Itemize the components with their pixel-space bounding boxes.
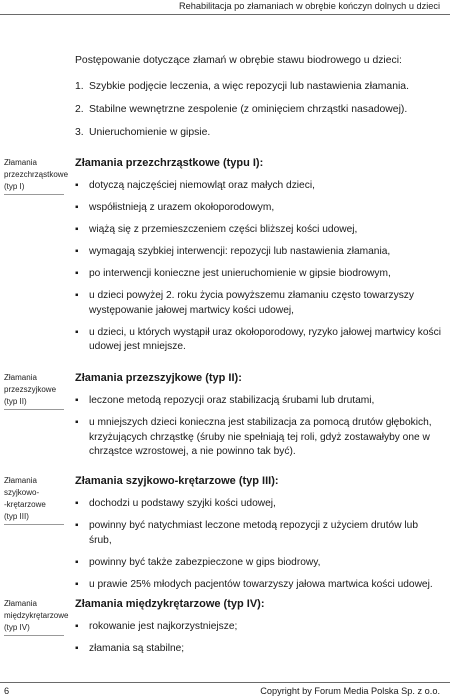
margin-note-line: -krętarzowe: [4, 500, 46, 509]
list-item: ▪ u dzieci, u których wystąpił uraz okołoporodowy, ryzyko jałowej martwicy kości udowej jest mniejsze.: [75, 326, 441, 355]
list-item: ▪ złamania są stabilne;: [75, 642, 441, 657]
list-item: ▪ współistnieją z urazem okołoporodowym,: [75, 201, 441, 216]
margin-note: [4, 157, 69, 195]
item-number: 2.: [75, 104, 84, 115]
list-item: ▪ powinny być także zabezpieczone w gips biodrowy,: [75, 556, 441, 571]
list-item: ▪ u dzieci powyżej 2. roku życia powyższemu złamaniu często towarzyszy występowanie jałowej martwicy kości udowej,: [75, 289, 441, 318]
margin-note-line: międzykrętarzowe: [4, 611, 69, 620]
list-item: ▪ wiążą się z przemieszczeniem części bliższej kości udowej,: [75, 223, 441, 238]
margin-note-line: (typ IV): [4, 623, 30, 632]
numbered-item: [75, 80, 440, 94]
item-text: Szybkie podjęcie leczenia, a więc repozycji lub nastawienia złamania.: [89, 81, 409, 92]
list-item: ▪ leczone metodą repozycji oraz stabilizacją śrubami lub drutami,: [75, 394, 441, 409]
list-item: ▪ powinny być natychmiast leczone metodą repozycji z użyciem drutów lub śrub,: [75, 519, 441, 548]
bullet-list: [75, 394, 441, 467]
section-title: Złamania przezchrząstkowe (typu I):: [75, 157, 264, 169]
page-header: [0, 0, 450, 15]
margin-note-line: (typ II): [4, 397, 27, 406]
running-title: Rehabilitacja po złamaniach w obrębie kończyn dolnych u dzieci: [179, 1, 440, 11]
section-title: Złamania międzykrętarzowe (typ IV):: [75, 598, 265, 610]
item-number: 1.: [75, 81, 84, 92]
margin-note-line: Złamania: [4, 599, 37, 608]
bullet-list: [75, 497, 441, 600]
margin-note-line: Złamania: [4, 476, 37, 485]
bullet-list: [75, 179, 441, 362]
list-item: ▪ rokowanie jest najkorzystniejsze;: [75, 620, 441, 635]
copyright-notice: Copyright by Forum Media Polska Sp. z o.o.: [260, 686, 440, 696]
margin-note-line: (typ I): [4, 182, 25, 191]
margin-note-line: Złamania: [4, 158, 37, 167]
list-item: ▪ po interwencji konieczne jest unieruchomienie w gipsie biodrowym,: [75, 267, 441, 282]
margin-note: [4, 372, 64, 410]
numbered-item: [75, 103, 440, 117]
bullet-list: [75, 620, 441, 664]
margin-note: [4, 598, 69, 636]
section-title: Złamania szyjkowo-krętarzowe (typ III):: [75, 475, 279, 487]
intro-text: Postępowanie dotyczące złamań w obrębie stawu biodrowego u dzieci:: [75, 55, 402, 66]
margin-note-line: Złamania: [4, 373, 37, 382]
margin-note-line: szyjkowo-: [4, 488, 40, 497]
margin-note-line: przezszyjkowe: [4, 385, 57, 394]
item-text: Stabilne wewnętrzne zespolenie (z ominięciem chrząstki nasadowej).: [89, 104, 408, 115]
intro-block: [75, 54, 440, 149]
item-text: Unieruchomienie w gipsie.: [89, 127, 211, 138]
margin-note: [4, 475, 64, 525]
list-item: ▪ dochodzi u podstawy szyjki kości udowej,: [75, 497, 441, 512]
page-number: 6: [4, 686, 10, 696]
section-title: Złamania przezszyjkowe (typ II):: [75, 372, 242, 384]
item-number: 3.: [75, 127, 84, 138]
list-item: ▪ dotyczą najczęściej niemowląt oraz małych dzieci,: [75, 179, 441, 194]
margin-note-line: (typ III): [4, 512, 29, 521]
list-item: ▪ u mniejszych dzieci konieczna jest stabilizacja za pomocą drutów głębokich, krzyżujących chrząstkę (śruby nie spełniają tej roli, gdyż zostawałyby one w chrząstce wzrostowej, a nie powinno tak być).: [75, 416, 441, 460]
numbered-item: [75, 126, 440, 140]
margin-note-line: przezchrząstkowe: [4, 170, 69, 179]
list-item: ▪ u prawie 25% młodych pacjentów towarzyszy jałowa martwica kości udowej.: [75, 578, 441, 593]
page-footer: [0, 682, 450, 697]
list-item: ▪ wymagają szybkiej interwencji: repozycji lub nastawienia złamania,: [75, 245, 441, 260]
